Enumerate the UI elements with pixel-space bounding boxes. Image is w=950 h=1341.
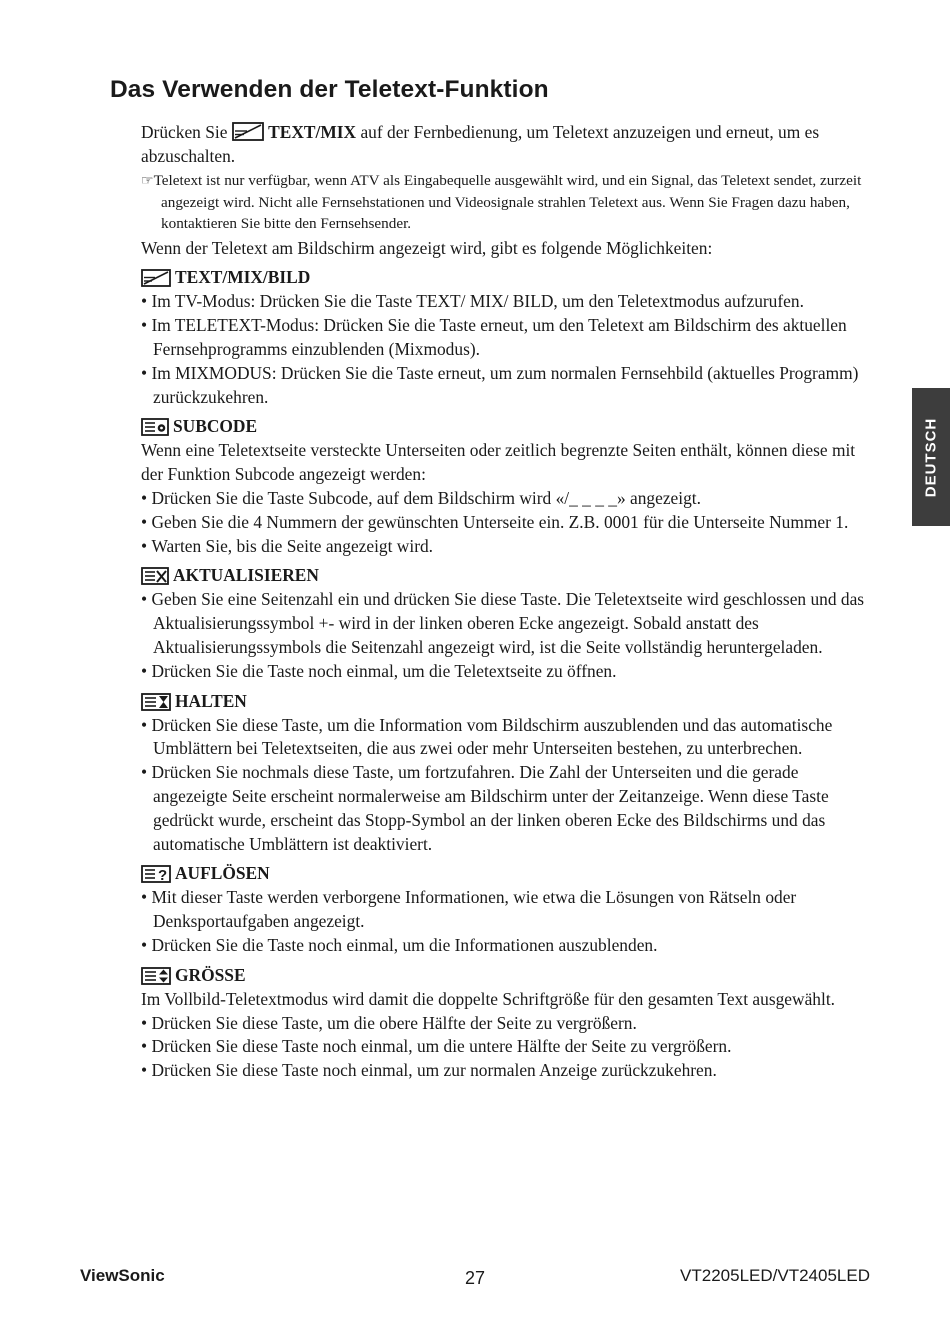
section-text: Wenn eine Teletextseite versteckte Unterseiten oder zeitlich begrenzte Seiten enthält, können diese mit der Funktion Subcode angezeigt werden: [141,440,856,485]
note-text: Teletext ist nur verfügbar, wenn ATV als Eingabequelle ausgewählt wird, und ein Signal, das Teletext sendet, zurzeit angezeigt wird. Nicht alle Fernsehstationen und Videosignale strahlen Teletext aus. Wenn Sie Fragen dazu haben, kontaktieren Sie bitte den Fernsehsender. [153,171,862,232]
list-item: • Warten Sie, bis die Seite angezeigt wird. [141,535,871,559]
section-subcode [141,415,871,558]
footer-model: VT2205LED/VT2405LED [680,1266,870,1285]
bullet-list [141,487,871,558]
section-size [141,964,871,1083]
section-heading [141,690,871,714]
list-item: • Im TELETEXT-Modus: Drücken Sie die Taste erneut, um den Teletext am Bildschirm des aktuellen Fernsehprogramms einzublenden (Mixmodus). [141,314,871,362]
availability-text: Wenn der Teletext am Bildschirm angezeigt wird, gibt es folgende Möglichkeiten: [141,237,713,258]
language-tab [912,388,950,526]
list-item: • Drücken Sie die Taste noch einmal, um die Informationen auszublenden. [141,934,871,958]
svg-text:?: ? [158,867,168,884]
list-item: • Drücken Sie die Taste Subcode, auf dem Bildschirm wird «/_ _ _ _» angezeigt. [141,487,871,511]
update-icon [141,567,169,585]
list-item: • Im MIXMODUS: Drücken Sie die Taste erneut, um zum normalen Fernsehbild (aktuelles Programm) zurückzukehren. [141,362,871,410]
page-number: 27 [465,1268,486,1288]
section-title: GRÖSSE [175,964,246,985]
list-item: • Mit dieser Taste werden verborgene Informationen, wie etwa die Lösungen von Rätseln oder Denksportaufgaben angezeigt. [141,886,871,934]
section-reveal [141,862,871,957]
intro-key: TEXT/MIX [268,122,357,142]
note [141,170,871,234]
section-title: HALTEN [175,690,247,711]
page-title: Das Verwenden der Teletext-Funktion [110,76,549,103]
language-tab-label: DEUTSCH [922,417,940,497]
size-icon [141,967,171,985]
section-title: SUBCODE [173,416,258,437]
list-item: • Drücken Sie die Taste noch einmal, um die Teletextseite zu öffnen. [141,660,871,684]
section-heading [141,266,871,290]
reveal-icon [141,865,171,883]
section-title: TEXT/MIX/BILD [175,267,311,288]
bullet-list [141,1012,871,1083]
section-heading [141,964,871,988]
intro-post: auf der Fernbedienung, um Teletext anzuzeigen und erneut, um es abzuschalten. [141,122,820,166]
section-title: AUFLÖSEN [175,863,270,884]
list-item: • Drücken Sie diese Taste noch einmal, um zur normalen Anzeige zurückzukehren. [141,1059,871,1083]
text-mix-icon [141,269,171,287]
hold-icon [141,693,171,711]
section-text: Im Vollbild-Teletextmodus wird damit die doppelte Schriftgröße für den gesamten Text ausgewählt. [141,988,836,1009]
section-heading [141,415,871,439]
intro-pre: Drücken Sie [141,122,232,142]
text-mix-icon [232,122,264,141]
list-item: • Drücken Sie nochmals diese Taste, um fortzufahren. Die Zahl der Unterseiten und die gerade angezeigte Seite erscheint normalerweise am Bildschirm unter der Zeitanzeige. Wenn diese Taste gedrückt wurde, erscheint das Stopp-Symbol an der linken oberen Ecke des Bildschirms und das automatische Umblättern ist deaktiviert. [141,761,871,856]
bullet-list [141,886,871,957]
section-title: AKTUALISIEREN [173,565,319,586]
bullet-list [141,588,871,683]
section-hold [141,690,871,857]
list-item: • Geben Sie die 4 Nummern der gewünschten Unterseite ein. Z.B. 0001 für die Unterseite Nummer 1. [141,511,871,535]
list-item: • Drücken Sie diese Taste, um die Information vom Bildschirm auszublenden und das automatische Umblättern bei Teletextseiten, die aus zwei oder mehr Unterseiten bestehen, zu unterbrechen. [141,714,871,762]
bullet-list [141,714,871,857]
section-heading [141,564,871,588]
hand-pointer-icon: ☞ [141,173,154,189]
section-heading [141,862,871,886]
section-text-mix [141,266,871,409]
bullet-list [141,290,871,409]
subcode-icon [141,418,169,436]
section-update [141,564,871,683]
list-item: • Drücken Sie diese Taste, um die obere Hälfte der Seite zu vergrößern. [141,1012,871,1036]
intro-paragraph [141,121,871,169]
footer-brand: ViewSonic [80,1266,165,1285]
list-item: • Geben Sie eine Seitenzahl ein und drücken Sie diese Taste. Die Teletextseite wird geschlossen und das Aktualisierungssymbol +- wird in der linken oberen Ecke angezeigt. Sobald anstatt des Aktualisierungssymbols die Seitenzahl angezeigt wird, ist die Seite vollständig heruntergeladen. [141,588,871,659]
main-content [141,121,871,1083]
list-item: • Drücken Sie diese Taste noch einmal, um die untere Hälfte der Seite zu vergrößern. [141,1035,871,1059]
list-item: • Im TV-Modus: Drücken Sie die Taste TEXT/ MIX/ BILD, um den Teletextmodus aufzurufen. [141,290,871,314]
